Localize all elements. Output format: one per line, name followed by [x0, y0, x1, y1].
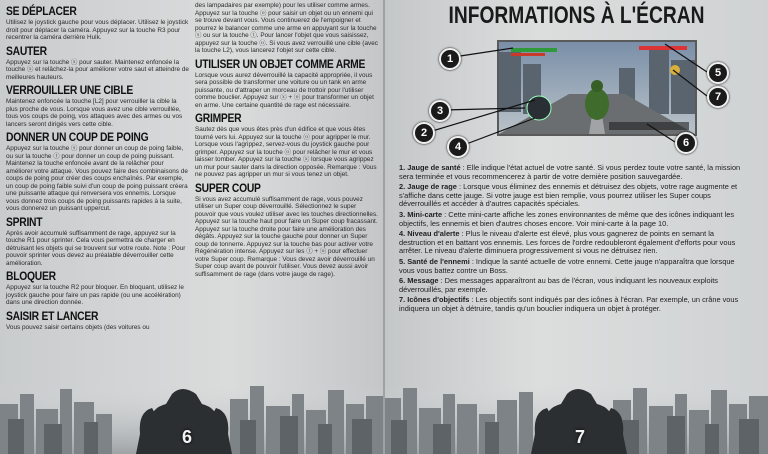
- screen-info-list: [399, 164, 751, 316]
- info-item-text: : Les objectifs sont indiqués par des icônes à l'écran. Par exemple, un crâne vous indiquera un objet à détruire, tandis qu'un bouclier indiquera un objet à protéger.: [399, 295, 739, 313]
- section-heading: SPRINT: [6, 214, 43, 229]
- section-heading: SAUTER: [6, 43, 47, 58]
- callout-2: 2: [413, 122, 435, 144]
- info-item-label: 7. Icônes d'objectifs: [399, 295, 470, 305]
- info-item: [399, 230, 751, 256]
- callout-3: 3: [429, 100, 451, 122]
- info-item-text: : Elle indique l'état actuel de votre santé. Si vous perdez toute votre santé, la mission sera terminée et vous recommencerez à partir de votre dernière position sauvegardée.: [399, 163, 741, 181]
- info-item-text: : Plus le niveau d'alerte est élevé, plus vous gagnerez de points en semant la destruction et en battant vos ennemis. Les forces de l'ordre redoubleront également d'efforts pour vous arrêter. Le niveau d'alerte diminuera progressivement si vous ne détruisez rien.: [399, 229, 736, 256]
- info-item: [399, 211, 751, 228]
- info-item: [399, 277, 751, 294]
- left-page: [0, 0, 383, 454]
- right-page: [385, 0, 768, 454]
- section-text: Lorsque vous aurez déverrouillé la capacité appropriée, il vous sera possible de transformer une voiture ou un tank en arme puissante, ou d'attraper un morceau de trottoir pour l'utiliser comme bouclier. Appuyez sur ⓧ + ⓞ pour transformer un objet en arme. Une certaine quantité de rage est nécessaire.: [195, 71, 374, 109]
- info-item-label: 4. Niveau d'alerte: [399, 229, 460, 239]
- section-heading: SE DÉPLACER: [6, 4, 77, 18]
- info-item-text: : Lorsque vous éliminez des ennemis et détruisez des objets, votre rage augmente et s'affiche dans cette jauge. Si votre jauge est bien remplie, vous pourrez utiliser les Super coups déverrouillés et accéder à d'autres capacités spéciales.: [399, 182, 738, 209]
- section-text: Appuyez sur la touche R2 pour bloquer. En bloquant, utilisez le joystick gauche pour faire un pas rapide (ou une accélération) dans une direction donnée.: [6, 284, 184, 306]
- callout-7: 7: [707, 86, 729, 108]
- info-item-text: : Des messages apparaîtront au bas de l'écran, vous indiquant les nouveaux exploits déverrouillés, par exemple.: [399, 276, 719, 294]
- info-item: [399, 258, 751, 275]
- section-heading: BLOQUER: [6, 269, 56, 283]
- page-number-left: 6: [182, 427, 193, 447]
- section-text: Appuyez sur la touche ⓧ pour sauter. Maintenez enfoncée la touche ⓧ et relâchez-la pour améliorer votre saut et atteindre de meilleures hauteurs.: [6, 58, 189, 81]
- page-title: INFORMATIONS À L'ÉCRAN: [448, 2, 705, 29]
- info-item-label: 6. Message: [399, 276, 439, 286]
- info-item-text: : Indique la santé actuelle de votre ennemi. Cette jauge n'apparaîtra que lorsque vous vous battez contre un Boss.: [399, 256, 735, 275]
- section-text: Après avoir accumulé suffisamment de rage, appuyez sur la touche R1 pour sprinter. Cela vous permettra de charger en détruisant les objets qui se trouvent sur votre route. Note : Pour pouvoir sprinter vous devez au préalable déverrouiller cette amélioration.: [6, 229, 186, 267]
- section-text: Sautez dès que vous êtes près d'un édifice et que vous êtes tourné vers lui. Appuyez sur la touche ⓞ pour agripper le mur. Lorsque vous l'agrippez, servez-vous du joystick gauche pour grimper. Appuyez sur la touche ⓞ pour relâcher le mur et vous laisser tomber. Appuyez sur la touche ⓧ lorsque vous agrippez un mur pour sauter dans la direction opposée. Remarque : Vous ne pouvez pas agripper un mur si vous tenez un objet.: [195, 126, 377, 178]
- info-item: [399, 183, 751, 209]
- callout-4: 4: [447, 136, 469, 158]
- section-heading: SUPER COUP: [195, 180, 261, 195]
- section-heading: UTILISER UN OBJET COMME ARME: [195, 56, 366, 71]
- callout-6: 6: [675, 132, 697, 154]
- info-item: [399, 164, 751, 181]
- info-item-label: 1. Jauge de santé: [399, 163, 461, 172]
- left-column-1: [6, 2, 189, 333]
- section-heading: VERROUILLER UNE CIBLE: [6, 83, 134, 97]
- section-heading: GRIMPER: [195, 111, 242, 125]
- section-heading: DONNER UN COUP DE POING: [6, 130, 149, 144]
- page-number-right: 7: [575, 427, 586, 447]
- callout-5: 5: [707, 62, 729, 84]
- callout-1: 1: [439, 48, 461, 70]
- section-text: Appuyez sur la touche ⓢ pour donner un coup de poing faible, ou sur la touche ⓣ pour donner un coup de poing puissant. Maintenez la touche enfoncée avant de la relâcher pour améliorer votre attaque. Vous pouvez faire des combinaisons de coups de poing pour créer des coups enchaînés. Par exemple, un coup de poing faible suivi d'un coup de poing puissant créera une puissante attaque qui renversera vos ennemis. Lorsque vous donnez trois coups de poing puissants rapides à la suite, vous donnerez un puissant uppercut.: [6, 145, 188, 212]
- info-item-text: : Cette mini-carte affiche les zones environnantes de même que des icônes indiquant les objectifs, les ennemis et bien d'autres choses encore. Voir mini-carte à la page 10.: [399, 209, 735, 228]
- info-item-label: 2. Jauge de rage: [399, 182, 457, 192]
- section-text: Si vous avez accumulé suffisamment de rage, vous pouvez utiliser un Super coup déverrouillé. Sélectionnez le super pouvoir que vous voulez utiliser avec les touches directionnelles. Appuyez sur la touche haut pour faire un Super coup fracassant. Appuyez sur la touche droite pour faire une amélioration des dégâts. Appuyez sur la touche gauche pour donner un Super coup de tonnerre. Appuyez sur la touche bas pour activer votre Régénération intense. Appuyez sur les ⓣ + ⓞ pour effectuer votre Super coup. Remarque : Vous devez avoir déverrouillé un Super coup avant de pouvoir l'utiliser. Vous devez aussi avoir suffisamment de rage (dans votre jauge de rage).: [195, 195, 378, 278]
- info-item: [399, 296, 751, 313]
- info-item-label: 5. Santé de l'ennemi: [399, 256, 470, 266]
- info-item-label: 3. Mini-carte: [399, 209, 443, 219]
- section-text: Maintenez enfoncée la touche [L2] pour verrouiller la cible la plus proche de vous. Lorsque vous avez une cible verrouillée, tous vos coups de poing, vos attaques avec des armes ou vos lancers seront dirigés vers cette cible.: [6, 98, 183, 128]
- section-text: Utilisez le joystick gauche pour vous déplacer. Utilisez le joystick droit pour déplacer la caméra. Appuyez sur la touche R3 pour recentrer la caméra derrière Hulk.: [6, 19, 189, 41]
- section-heading: SAISIR ET LANCER: [6, 308, 99, 323]
- section-text: des lampadaires par exemple) pour les utiliser comme armes. Appuyez sur la touche ⓞ pour saisir un objet ou un ennemi qui se trouve devant vous. Vous continuerez de l'empoigner et pourrez le balancer comme une arme en appuyant sur la touche ⓢ ou sur la touche ⓣ. Pour lancer l'objet que vous saisissez, appuyez sur la touche ⓞ. Si vous avez verrouillé une cible (avec la touche L2), vous lancerez l'objet sur cette cible.: [195, 2, 378, 54]
- left-column-2: [195, 2, 378, 280]
- section-text: Vous pouvez saisir certains objets (des voitures ou: [6, 323, 150, 331]
